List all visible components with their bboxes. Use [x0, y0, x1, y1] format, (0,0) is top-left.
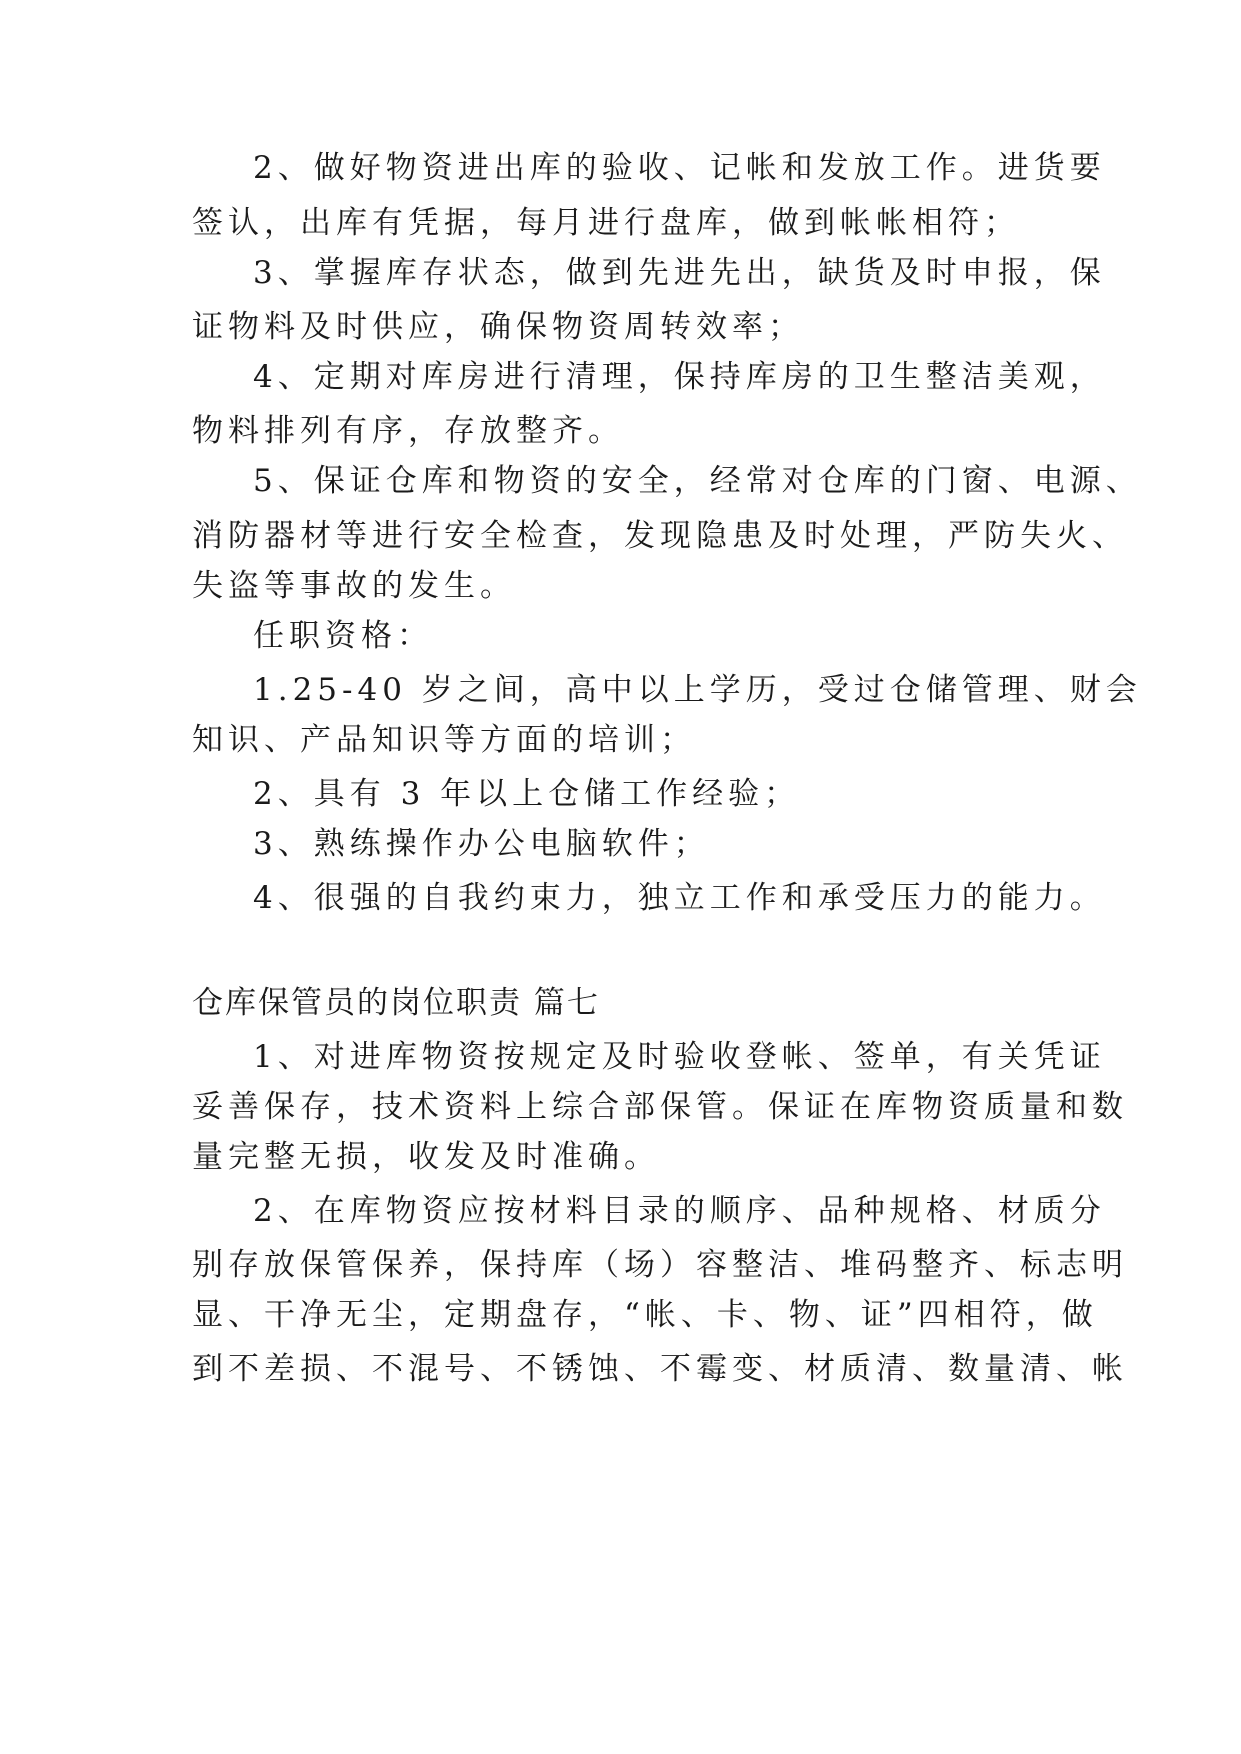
paragraph-line: 1.25-40 岁之间，高中以上学历，受过仓储管理、财会 [253, 672, 1142, 708]
paragraph-line: 失盗等事故的发生。 [192, 568, 516, 604]
paragraph-line: 别存放保管保养，保持库（场）容整洁、堆码整齐、标志明 [192, 1247, 1128, 1283]
paragraph-line: 显、干净无尘，定期盘存，“帐、卡、物、证”四相符，做 [192, 1297, 1098, 1333]
paragraph-line: 1、对进库物资按规定及时验收登帐、签单，有关凭证 [253, 1039, 1106, 1075]
paragraph-line: 物料排列有序，存放整齐。 [192, 413, 624, 449]
section-label: 任职资格： [253, 618, 433, 654]
paragraph-line: 4、定期对库房进行清理，保持库房的卫生整洁美观， [253, 359, 1106, 395]
paragraph-line: 证物料及时供应，确保物资周转效率； [192, 309, 804, 345]
paragraph-line: 2、做好物资进出库的验收、记帐和发放工作。进货要 [253, 150, 1106, 186]
paragraph-line: 签认，出库有凭据，每月进行盘库，做到帐帐相符； [192, 205, 1020, 241]
paragraph-line: 消防器材等进行安全检查，发现隐患及时处理，严防失火、 [192, 518, 1128, 554]
section-heading: 仓库保管员的岗位职责 篇七 [192, 985, 600, 1021]
paragraph-line: 3、熟练操作办公电脑软件； [253, 826, 710, 862]
paragraph-line: 2、在库物资应按材料目录的顺序、品种规格、材质分 [253, 1193, 1106, 1229]
paragraph-line: 到不差损、不混号、不锈蚀、不霉变、材质清、数量清、帐 [192, 1351, 1128, 1387]
paragraph-line: 5、保证仓库和物资的安全，经常对仓库的门窗、电源、 [253, 463, 1142, 499]
paragraph-line: 3、掌握库存状态，做到先进先出，缺货及时申报，保 [253, 255, 1106, 291]
paragraph-line: 妥善保存，技术资料上综合部保管。保证在库物资质量和数 [192, 1089, 1128, 1125]
paragraph-line: 量完整无损，收发及时准确。 [192, 1139, 660, 1175]
paragraph-line: 4、很强的自我约束力，独立工作和承受压力的能力。 [253, 880, 1106, 916]
paragraph-line: 2、具有 3 年以上仓储工作经验； [253, 776, 801, 812]
paragraph-line: 知识、产品知识等方面的培训； [192, 722, 696, 758]
